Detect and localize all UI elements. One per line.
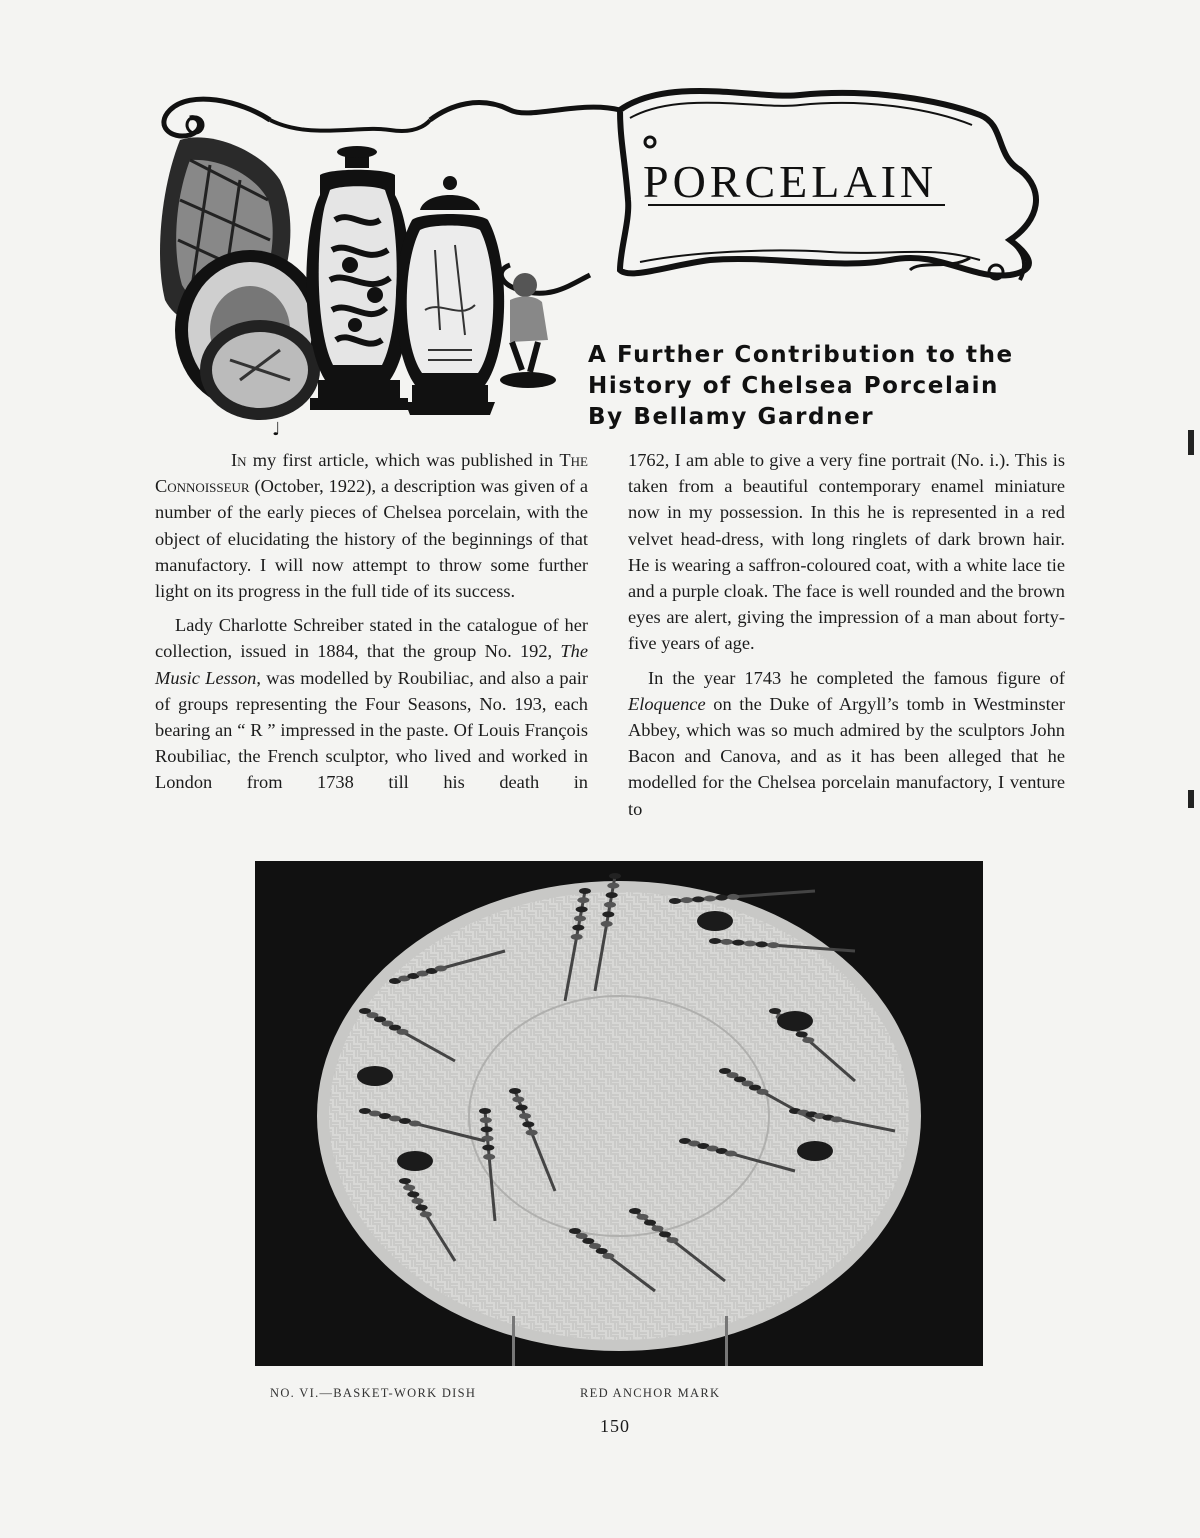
wheat-grain (716, 895, 728, 901)
dark-blossom (357, 1066, 393, 1086)
wheat-grain (512, 1096, 524, 1102)
dark-blossom (397, 1151, 433, 1171)
wheat-grain (756, 941, 768, 947)
paragraph: In my first article, which was published in The Connoisseur (October, 1922), a description was given of a number of the early pieces of Chelsea porcelain, with the object of elucidating the history of the beginnings of that manufactory. I will now attempt to throw some further light on its progress in the full tide of its success. (155, 450, 588, 602)
wheat-grain (604, 902, 616, 908)
dark-blossom (797, 1141, 833, 1161)
wheat-grain (483, 1154, 495, 1160)
drop-initial: In (231, 450, 247, 470)
wheat-grain (652, 1226, 664, 1232)
wheat-grain (569, 1228, 581, 1234)
wheat-grain (669, 898, 681, 904)
wheat-grain (416, 1205, 428, 1211)
wheat-grain (576, 906, 588, 912)
wheat-grain (744, 941, 756, 947)
wheat-grain (482, 1145, 494, 1151)
wheat-grain (721, 939, 733, 945)
wheat-grain (589, 1243, 601, 1249)
plates-icon (175, 250, 325, 420)
wheat-grain (480, 1117, 492, 1123)
wheat-grain (479, 1108, 491, 1114)
lidded-vase-icon (396, 176, 504, 415)
wheat-grain (667, 1237, 679, 1243)
subtitle-line-1: A Further Contribution to the (588, 342, 1014, 368)
wheat-grain (607, 883, 619, 889)
wheat-grain (704, 896, 716, 902)
wheat-grain (481, 1126, 493, 1132)
wheat-grain (577, 897, 589, 903)
wheat-grain (606, 892, 618, 898)
wheat-grain (399, 1178, 411, 1184)
wheat-grain (509, 1088, 521, 1094)
wheat-grain (757, 1089, 769, 1095)
wheat-grain (692, 896, 704, 902)
scan-edge-mark (1188, 430, 1194, 455)
wheat-grain (767, 942, 779, 948)
artist-monogram: ♩ (272, 419, 281, 440)
wheat-grain (522, 1121, 534, 1127)
wheat-grain (709, 938, 721, 944)
plate-caption: NO. VI.—BASKET-WORK DISH (270, 1386, 477, 1400)
wheat-grain (629, 1208, 641, 1214)
plate-photograph (255, 861, 983, 1366)
wheat-grain (596, 1248, 608, 1254)
page-number: 150 (600, 1416, 630, 1436)
scan-edge-mark (1188, 790, 1194, 808)
wheat-grain (727, 894, 739, 900)
dark-vase-icon (306, 146, 410, 410)
magazine-title: The Connoisseur (155, 450, 588, 497)
wheat-grain (574, 916, 586, 922)
wheat-grain (681, 897, 693, 903)
wheat-grain (769, 1008, 781, 1014)
paragraph: Lady Charlotte Schreiber stated in the catalogue of her collection, issued in 1884, that the group No. 192, The Music Lesson, was modelled by Roubiliac, and also a pair of groups representing the Four Seasons, No. 193, each bearing an “ R ” impressed in the paste. Of Louis François Roubiliac, the French sculptor, who lived and worked in London from 1738 till his death in (155, 615, 589, 793)
subtitle-line-3: By Bellamy Gardner (588, 404, 875, 430)
wheat-grain (435, 966, 447, 972)
basket-work-dish-image (255, 861, 983, 1366)
wheat-grain (571, 934, 583, 940)
subtitle-line-2: History of Chelsea Porcelain (588, 373, 1000, 399)
wheat-grain (732, 940, 744, 946)
wheat-grain (601, 921, 613, 927)
dark-blossom (697, 911, 733, 931)
wheat-grain (582, 1238, 594, 1244)
paragraph: 1762, I am able to give a very fine portrait (No. i.). This is taken from a beautiful contemporary enamel miniature now in my possession. In this he is represented in a red velvet head-dress, with long ringlets of dark brown hair. He is wearing a saffron-coloured coat, with a white lace tie and a purple cloak. The face is well rounded and the brown eyes are alert, giving the impression of a man about forty-five years of age. (628, 450, 1065, 654)
wheat-grain (637, 1214, 649, 1220)
wheat-grain (579, 888, 591, 894)
wheat-grain (407, 1191, 419, 1197)
wheat-grain (572, 925, 584, 931)
wheat-grain (412, 1198, 424, 1204)
right-text-column (628, 447, 1065, 830)
wheat-grain (796, 1031, 808, 1037)
wheat-grain (519, 1113, 531, 1119)
work-title: The Music Lesson (155, 641, 588, 688)
wheat-grain (602, 911, 614, 917)
page-title: PORCELAIN (643, 156, 938, 207)
wheat-grain (397, 1029, 409, 1035)
wheat-grain (409, 1121, 421, 1127)
wheat-grain (602, 1253, 614, 1259)
wheat-grain (644, 1220, 656, 1226)
wheat-grain (420, 1211, 432, 1217)
wheat-grain (516, 1105, 528, 1111)
wheat-grain (802, 1037, 814, 1043)
wheat-grain (725, 1151, 737, 1157)
left-text-column (155, 447, 588, 804)
wheat-grain (526, 1130, 538, 1136)
wheat-grain (403, 1185, 415, 1191)
wheat-grain (659, 1231, 671, 1237)
paragraph: In the year 1743 he completed the famous figure of Eloquence on the Duke of Argyll’s tomb in Westminster Abbey, which was so much admired by the sculptors John Bacon and Canova, and as it has been alleged that he modelled for the Chelsea porcelain manufactory, I venture to (628, 667, 1065, 819)
work-title: Eloquence (628, 693, 706, 714)
wheat-grain (576, 1233, 588, 1239)
mark-caption: RED ANCHOR MARK (580, 1386, 721, 1400)
wheat-grain (609, 873, 621, 879)
article-subtitle (588, 340, 1058, 433)
dark-blossom (777, 1011, 813, 1031)
wheat-grain (831, 1116, 843, 1122)
